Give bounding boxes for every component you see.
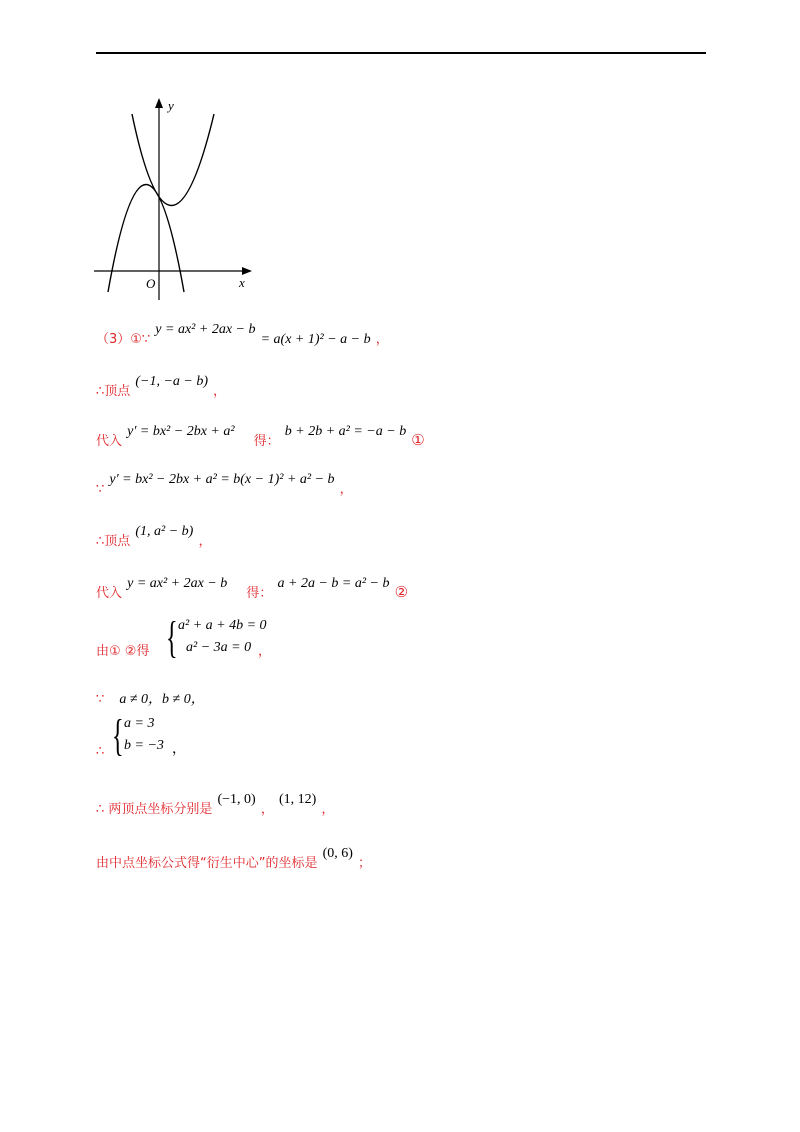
- y-axis-label: y: [168, 98, 174, 113]
- derived-center-coordinate: (0, 6): [322, 846, 353, 861]
- line7-end: ，: [258, 644, 272, 659]
- solution-line-5: [96, 524, 212, 550]
- line4-end: ，: [339, 482, 353, 497]
- nonzero-condition: a ≠ 0，b ≠ 0，: [119, 692, 205, 707]
- line11-prefix: 由中点坐标公式得“衍生中心”的坐标是: [96, 856, 318, 871]
- equation-marker-1: ①: [411, 431, 425, 449]
- line3-mid: 得：: [253, 434, 280, 449]
- vertex-coordinate-2: (1, 12): [278, 792, 317, 807]
- system1-eq1: a² + a + 4b = 0: [178, 618, 267, 633]
- solution-line-11: [96, 846, 372, 872]
- line6-mid: 得：: [246, 586, 273, 601]
- parabola-graph: [88, 92, 268, 302]
- line11-end: ；: [358, 856, 372, 871]
- vertex-coordinate-1: (−1, 0): [217, 792, 256, 807]
- solution-a: a = 3: [124, 716, 155, 731]
- line6-equation: y = ax² + 2ax − b: [127, 576, 228, 591]
- solution-line-2: [96, 374, 227, 400]
- line10-end: ，: [321, 802, 335, 817]
- line2-end: ，: [213, 384, 227, 399]
- vertex-point-1: (−1, −a − b): [135, 374, 209, 389]
- line1-equation-vertex-form: = a(x + 1)² − a − b: [260, 332, 371, 347]
- x-axis-arrow: [242, 267, 252, 275]
- origin-label: O: [146, 276, 156, 291]
- line3-equation: y′ = bx² − 2bx + a²: [127, 424, 235, 439]
- brace-icon: {: [112, 711, 124, 760]
- line6-prefix: 代入: [96, 586, 123, 601]
- brace-icon: {: [166, 613, 178, 662]
- solution-line-6: [96, 576, 409, 602]
- line5-end: ，: [198, 534, 212, 549]
- line2-prefix: ∴顶点: [96, 384, 131, 399]
- line10-sep: ，: [260, 802, 274, 817]
- solution-line-4: [96, 472, 353, 498]
- solution-line-9: [96, 740, 104, 759]
- line1-end: ，: [375, 332, 389, 347]
- solution-line-3: [96, 424, 425, 450]
- line8-prefix: ∵: [96, 692, 105, 707]
- vertex-point-2: (1, a² − b): [135, 524, 194, 539]
- line3-prefix: 代入: [96, 434, 123, 449]
- line1-prefix: （3）①∵: [96, 332, 151, 347]
- equation-marker-2: ②: [394, 583, 409, 601]
- y-axis-arrow: [155, 98, 163, 108]
- x-axis-label: x: [239, 275, 245, 290]
- header-rule: [96, 52, 706, 54]
- line6-result: a + 2a − b = a² − b: [277, 576, 390, 591]
- line10-prefix: ∴ 两顶点坐标分别是: [96, 802, 213, 817]
- line4-equation: y′ = bx² − 2bx + a² = b(x − 1)² + a² − b: [109, 472, 335, 487]
- line7-prefix: 由① ②得: [96, 644, 150, 659]
- line4-prefix: ∵: [96, 482, 105, 497]
- solution-line-1: [96, 322, 389, 348]
- system1-eq2: a² − 3a = 0: [186, 640, 252, 655]
- line9-end: ，: [172, 742, 186, 757]
- line9-prefix: ∴: [96, 744, 105, 759]
- solution-line-10: [96, 792, 335, 818]
- solution-line-8: [96, 688, 205, 708]
- parabola-upward: [132, 114, 214, 206]
- line5-prefix: ∴顶点: [96, 534, 131, 549]
- line1-equation: y = ax² + 2ax − b: [155, 322, 256, 337]
- line3-result: b + 2b + a² = −a − b: [284, 424, 407, 439]
- solution-b: b = −3: [124, 738, 164, 753]
- solution-line-7: [96, 640, 149, 659]
